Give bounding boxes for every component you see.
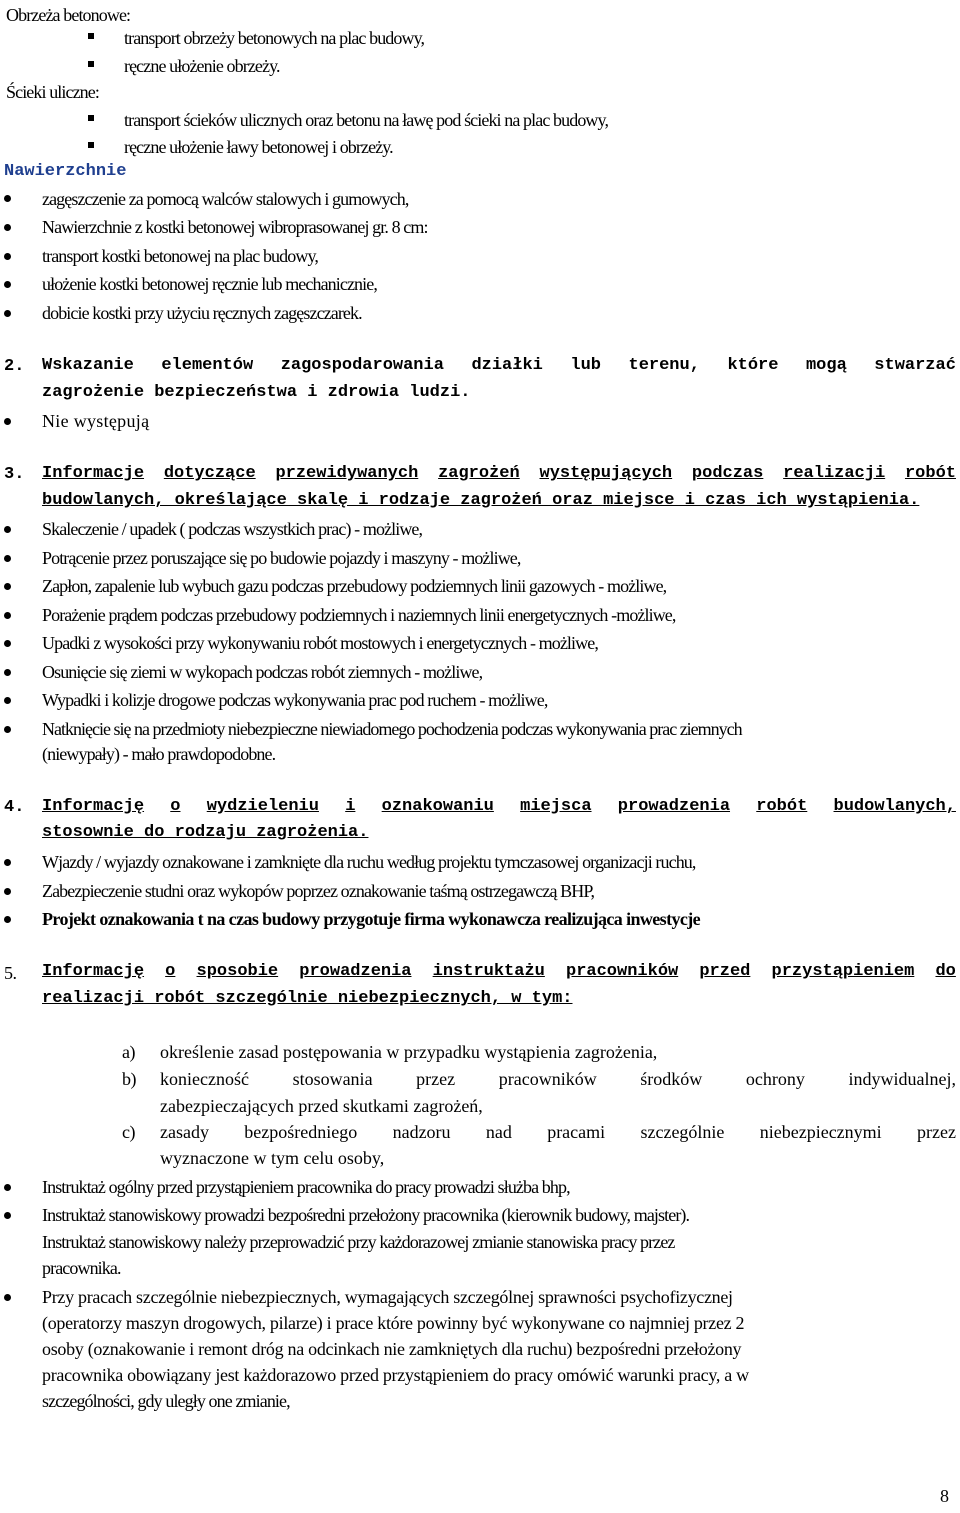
list-item-continuation: zabezpieczających przed skutkami zagrożeń,	[160, 1096, 483, 1116]
bullet-icon	[4, 640, 11, 647]
bullet-icon	[4, 697, 11, 704]
heading-word: podczas	[691, 464, 764, 483]
heading-word: budowlanych,	[833, 797, 956, 816]
section-heading	[42, 464, 956, 483]
list-item-continuation: Instruktaż stanowiskowy należy przeprowadzić przy każdorazowej zmianie stanowiska pracy przez	[42, 1232, 675, 1252]
bullet-icon	[4, 859, 11, 866]
heading-word: stwarzać	[874, 356, 956, 375]
word: pracami	[547, 1122, 606, 1142]
word: niebezpiecznymi	[759, 1122, 882, 1142]
word: przez	[416, 1069, 456, 1089]
page-number: 8	[940, 1486, 949, 1506]
section-number: 4.	[4, 798, 25, 817]
heading-word: i	[345, 797, 356, 816]
bullet-icon	[4, 583, 11, 590]
word: szczególnie	[640, 1122, 725, 1142]
section-heading-line: zagrożenie bezpieczeństwa i zdrowia ludzi.	[42, 383, 471, 402]
list-item: Zabezpieczenie studni oraz wykopów poprzez oznakowanie taśmą ostrzegawczą BHP,	[42, 881, 595, 901]
word: zasady	[160, 1122, 209, 1142]
list-item: Instruktaż ogólny przed przystąpieniem pracownika do pracy prowadzi służba bhp,	[42, 1177, 570, 1197]
heading-word: Informacje	[42, 464, 145, 483]
word: indywidualnej,	[848, 1069, 956, 1089]
list-item: określenie zasad postępowania w przypadku wystąpienia zagrożenia,	[160, 1042, 658, 1062]
heading-word: wydzieleniu	[206, 797, 319, 816]
section-heading	[42, 356, 956, 375]
list-item-continuation: szczególności, gdy uległy one zmianie,	[42, 1391, 290, 1411]
bullet-icon	[4, 726, 11, 733]
word: konieczność	[160, 1069, 249, 1089]
bullet-icon	[4, 612, 11, 619]
list-item: Porażenie prądem podczas przebudowy podziemnych i naziemnych linii energetycznych -możliwe,	[42, 605, 676, 625]
heading-word: Informację	[42, 797, 145, 816]
list-item: transport kostki betonowej na plac budowy,	[42, 246, 318, 266]
list-letter: a)	[122, 1042, 135, 1062]
list-letter: b)	[122, 1069, 136, 1089]
bullet-icon	[4, 281, 11, 288]
heading-word: przed	[699, 962, 751, 981]
list-item-continuation: wyznaczone w tym celu osoby,	[160, 1148, 385, 1168]
list-item	[160, 1121, 956, 1143]
heading-word: działki	[471, 356, 543, 375]
list-item: Projekt oznakowania t na czas budowy przygotuje firma wykonawcza realizująca inwestycje	[42, 909, 701, 929]
bullet-icon	[4, 1294, 11, 1301]
list-item-continuation: pracownika obowiązany jest każdorazowo przed przystąpieniem do pracy omówić warunki pracy, a w	[42, 1365, 749, 1385]
list-item: transport ścieków ulicznych oraz betonu na ławę pod ścieki na plac budowy,	[124, 110, 609, 130]
word: ochrony	[745, 1069, 805, 1089]
list-item: Natknięcie się na przedmioty niebezpieczne niewiadomego pochodzenia podczas wykonywania prac ziemnych	[42, 719, 742, 739]
heading-word: o	[170, 797, 181, 816]
list-item: Nawierzchnie z kostki betonowej wibroprasowanej gr. 8 cm:	[42, 217, 428, 237]
word: przez	[917, 1122, 956, 1142]
section-heading: Nawierzchnie	[4, 162, 127, 181]
section-heading-line: realizacji robót szczególnie niebezpiecznych, w tym:	[42, 989, 573, 1008]
list-item	[160, 1068, 956, 1090]
bullet-icon	[4, 310, 11, 317]
word: środków	[640, 1069, 703, 1089]
heading-word: robót	[904, 464, 956, 483]
list-item-continuation: (operatorzy maszyn drogowych, pilarze) i prace które powinny być wykonywane co najmniej przez 2	[42, 1313, 745, 1333]
section-heading: Ścieki uliczne:	[6, 82, 99, 102]
list-letter: c)	[122, 1122, 135, 1142]
section-heading: Obrzeża betonowe:	[6, 5, 131, 25]
heading-word: oznakowaniu	[381, 797, 494, 816]
heading-word: terenu,	[628, 356, 700, 375]
list-item: Przy pracach szczególnie niebezpiecznych, wymagających szczególnej sprawności psychofizycznej	[42, 1287, 733, 1307]
word: stosowania	[292, 1069, 373, 1089]
list-item-continuation: (niewypały) - mało prawdopodobne.	[42, 744, 276, 764]
section-number: 2.	[4, 357, 25, 376]
heading-word: lub	[570, 356, 601, 375]
heading-word: przewidywanych	[275, 464, 419, 483]
list-item: ręczne ułożenie obrzeży.	[124, 56, 280, 76]
list-item: Potrącenie przez poruszające się po budowie pojazdy i maszyny - możliwe,	[42, 548, 521, 568]
list-item: transport obrzeży betonowych na plac budowy,	[124, 28, 425, 48]
bullet-icon	[4, 195, 11, 202]
list-item-continuation: osoby (oznakowanie i remont dróg na odcinkach nie zamkniętych dla ruchu) bezpośredni przełożony	[42, 1339, 742, 1359]
heading-word: sposobie	[196, 962, 279, 981]
heading-word: robót	[756, 797, 808, 816]
heading-word: prowadzenia	[617, 797, 731, 816]
heading-word: pracowników	[566, 962, 679, 981]
bullet-icon	[4, 418, 11, 425]
word: nad	[485, 1122, 512, 1142]
list-item-continuation: pracownika.	[42, 1258, 121, 1278]
list-item: ręczne ułożenie ławy betonowej i obrzeży.	[124, 137, 393, 157]
bullet-icon	[4, 1212, 11, 1219]
heading-word: przystąpieniem	[771, 962, 915, 981]
heading-word: elementów	[161, 356, 254, 375]
list-item: dobicie kostki przy użyciu ręcznych zagęszczarek.	[42, 303, 362, 323]
bullet-icon	[4, 669, 11, 676]
list-item: Upadki z wysokości przy wykonywaniu robót mostowych i energetycznych - możliwe,	[42, 633, 598, 653]
section-heading	[42, 797, 956, 816]
heading-word: zagospodarowania	[280, 356, 444, 375]
bullet-icon	[4, 888, 11, 895]
list-item: zagęszczenie za pomocą walców stalowych i gumowych,	[42, 189, 409, 209]
heading-word: realizacji	[783, 464, 886, 483]
list-item: Skaleczenie / upadek ( podczas wszystkich prac) - możliwe,	[42, 519, 423, 539]
bullet-icon	[4, 526, 11, 533]
square-bullet-icon	[88, 142, 94, 148]
heading-word: miejsca	[520, 797, 592, 816]
list-item: Instruktaż stanowiskowy prowadzi bezpośredni przełożony pracownika (kierownik budowy, majster).	[42, 1205, 690, 1225]
bullet-icon	[4, 224, 11, 231]
heading-word: Wskazanie	[42, 356, 134, 375]
word: pracowników	[498, 1069, 597, 1089]
square-bullet-icon	[88, 33, 94, 39]
heading-word: występujących	[539, 464, 673, 483]
bullet-icon	[4, 555, 11, 562]
heading-word: do	[935, 962, 956, 981]
square-bullet-icon	[88, 61, 94, 67]
heading-word: instruktażu	[432, 962, 545, 981]
list-item: Osunięcie się ziemi w wykopach podczas robót ziemnych - możliwe,	[42, 662, 483, 682]
heading-word: dotyczące	[163, 464, 256, 483]
list-item: ułożenie kostki betonowej ręcznie lub mechanicznie,	[42, 274, 377, 294]
bullet-icon	[4, 916, 11, 923]
section-heading-line: stosownie do rodzaju zagrożenia.	[42, 823, 369, 842]
heading-word: zagrożeń	[438, 464, 520, 483]
heading-word: Informację	[42, 962, 145, 981]
list-item: Wypadki i kolizje drogowe podczas wykonywania prac pod ruchem - możliwe,	[42, 690, 548, 710]
section-heading-line: budowlanych, określające skalę i rodzaje zagrożeń oraz miejsce i czas ich wystąpienia.	[42, 491, 920, 510]
section-number: 5.	[4, 963, 17, 983]
section-heading	[42, 962, 956, 981]
word: bezpośredniego	[244, 1122, 358, 1142]
word: nadzoru	[392, 1122, 451, 1142]
heading-word: o	[165, 962, 176, 981]
bullet-icon	[4, 1184, 11, 1191]
square-bullet-icon	[88, 115, 94, 121]
heading-word: mogą	[805, 356, 847, 375]
heading-word: prowadzenia	[299, 962, 412, 981]
list-item: Nie występują	[42, 411, 150, 431]
heading-word: które	[727, 356, 779, 375]
list-item: Zapłon, zapalenie lub wybuch gazu podczas przebudowy podziemnych linii gazowych - możliwe,	[42, 576, 667, 596]
section-number: 3.	[4, 465, 25, 484]
bullet-icon	[4, 253, 11, 260]
list-item: Wjazdy / wyjazdy oznakowane i zamknięte dla ruchu według projektu tymczasowej organizacji ruchu,	[42, 852, 696, 872]
